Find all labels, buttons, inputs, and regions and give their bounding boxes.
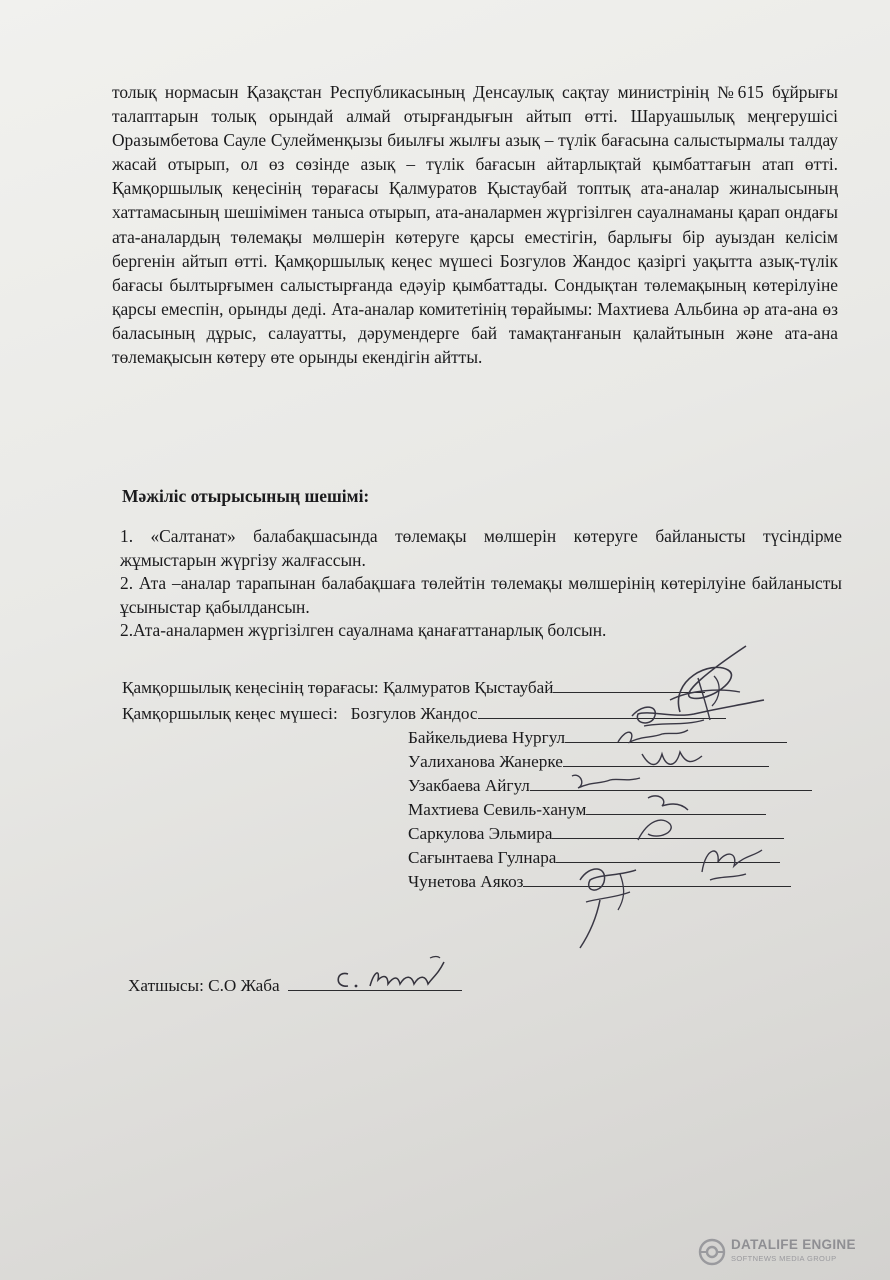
- member-name-4: Узакбаева Айгул: [408, 776, 530, 795]
- handwritten-signature-member-7: [690, 836, 770, 886]
- decision-item-2: 2. Ата –аналар тарапынан балабақшаға төлейтін төлемақы мөлшерінің көтерілуіне байланысты ұсыныстар қабылдансын.: [120, 573, 842, 617]
- decision-item-3: 2.Ата-аналармен жүргізілген сауалнама қанағаттанарлық болсын.: [120, 620, 607, 641]
- body-paragraph: толық нормасын Қазақстан Республикасының Денсаулық сақтау министрінің №615 бұйрығы талаптарын толық орындай алмай отырғандығын айтып өтті. Шаруашылық меңгерушісі Оразымбетова Сауле Сулейменқызы биылғы жылғы азық – түлік бағасына салыстырмалы талдау жасай отырып, ол өз сөзінде азық – түлік бағасын айтарлықтай қымбаттағын атап өтті. Қамқоршылық кеңесінің төрағасы Қалмуратов Қыстаубай топтық ата-аналар жиналысының хаттамасының шешімімен таныса отырып, ата-аналармен жүргізілген сауалнаманы қарап ондағы ата-аналардың төлемақы мөлшерін көтеруге қарсы еместігін, барлығы бір ауыздан келісім бергенін айтып өтті. Қамқоршылық кеңес мүшесі Бозгулов Жандос қазіргі уақытта азық-түлік бағасы былтырғымен салыстырғанда едәуір қымбаттады. Сондықтан төлемақының көтерілуіне қарсы емеспін, орынды деді. Ата-аналар комитетінің төрайымы: Махтиева Альбина әр ата-ана өз баласының дұрыс, салауатты, дәрумендерге бай тамақтанғанын қалайтынын және ата-ана төлемақысын көтеру өте орынды екендігін айтты.: [112, 82, 838, 368]
- member-name-5: Махтиева Севиль-ханум: [408, 800, 587, 819]
- datalife-watermark: [697, 1235, 877, 1269]
- watermark-brand: DATALIFE ENGINE: [731, 1237, 856, 1252]
- handwritten-signature-member-8: [560, 840, 660, 950]
- member-name-7: Сағынтаева Гулнара: [408, 848, 557, 867]
- member-name-3: Уалиханова Жанерке: [408, 752, 563, 771]
- decision-list: [120, 525, 842, 643]
- decision-item-1: 1. «Салтанат» балабақшасында төлемақы мөлшерін көтеруге байланысты түсіндірме жұмыстарын жүргізу жалғассын.: [120, 526, 842, 570]
- member-name-1: Бозгулов Жандос: [350, 704, 478, 723]
- member-name-2: Байкельдиева Нургул: [408, 728, 566, 747]
- secretary-label: Хатшысы: С.О Жаба: [128, 976, 280, 995]
- decision-heading: Мәжіліс отырысының шешімі:: [122, 486, 370, 506]
- handwritten-signature-member-3: [636, 744, 706, 776]
- member-name-8: Чунетова Аякоз: [408, 872, 524, 891]
- datalife-logo-icon: [697, 1237, 727, 1267]
- member-signature-line-5: [408, 798, 766, 821]
- watermark-subtitle: SOFTNEWS MEDIA GROUP: [731, 1254, 837, 1263]
- handwritten-signature-secretary: [326, 950, 466, 994]
- member-role-label: Қамқоршылық кеңес мүшесі:: [122, 704, 338, 723]
- member-name-6: Саркулова Эльмира: [408, 824, 553, 843]
- chair-label: Қамқоршылық кеңесінің төрағасы: Қалмуратов Қыстаубай: [122, 678, 554, 697]
